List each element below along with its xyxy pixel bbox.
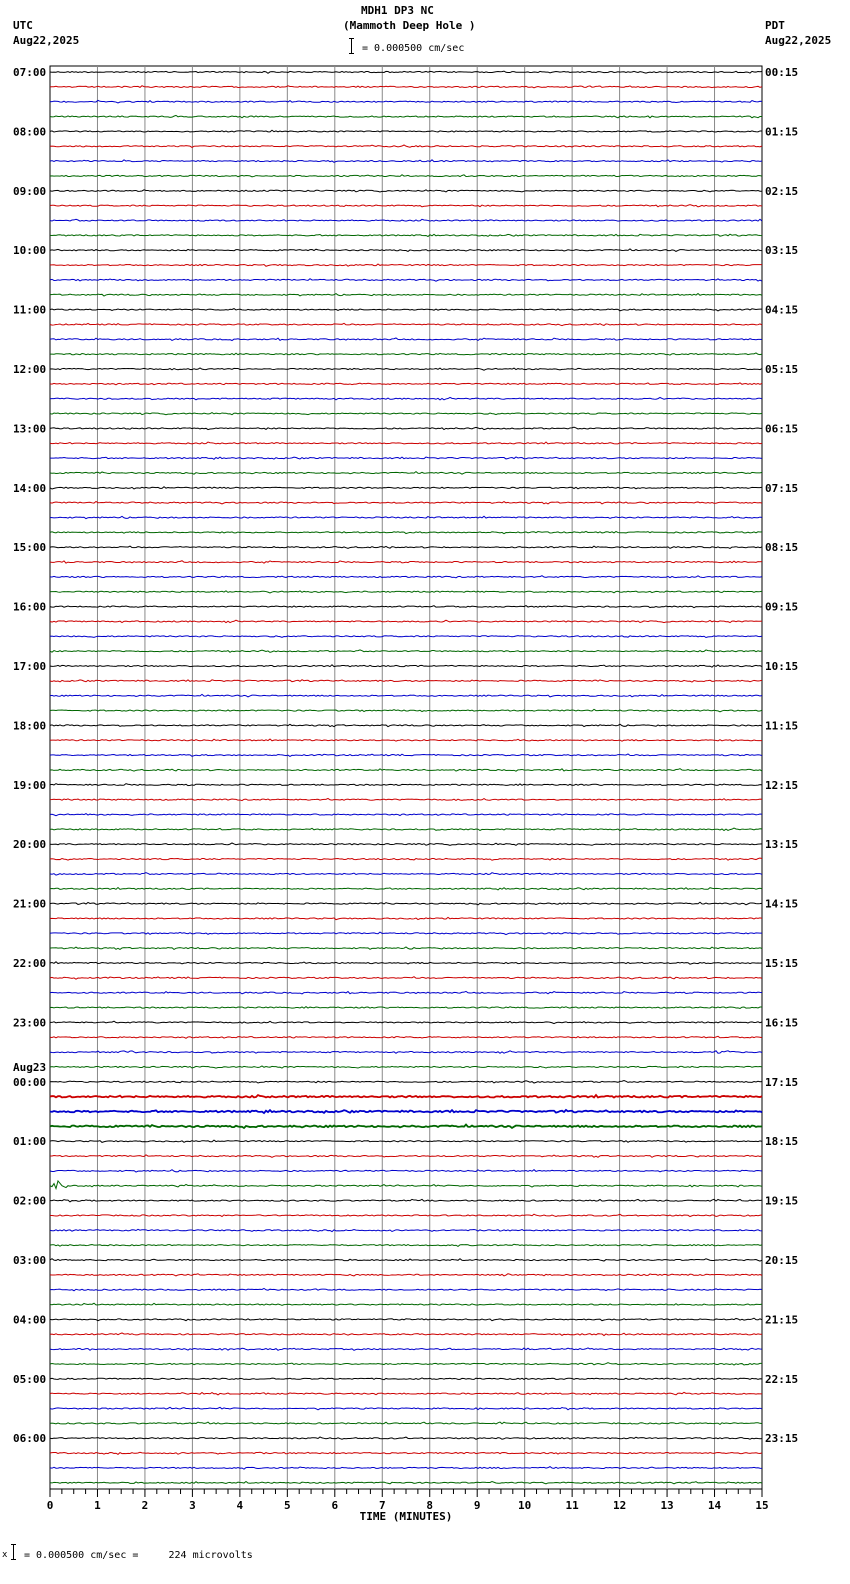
trace-line [50,1021,762,1023]
trace-line [50,858,762,860]
trace-line [50,531,762,533]
utc-hour-label: 22:00 [13,957,47,970]
trace-line [50,1081,762,1084]
pdt-hour-label: 13:15 [765,838,799,852]
trace-line [50,1007,762,1009]
trace-line [50,1437,762,1439]
trace-line [50,1229,762,1231]
trace-line [50,1095,762,1098]
trace-line [50,977,762,979]
x-tick-label: 10 [518,1499,532,1512]
x-tick-label: 14 [707,1499,722,1512]
trace-line [50,1125,762,1128]
left-date: Aug22,2025 [13,34,80,47]
trace-line [50,991,762,994]
trace-line [50,962,762,964]
trace-line [50,1392,762,1394]
pdt-hour-label: 20:15 [765,1254,799,1267]
trace-line [50,1181,762,1189]
x-tick-label: 5 [284,1499,291,1512]
trace-line [50,1482,762,1484]
trace-line [50,754,762,756]
trace-line [50,1259,762,1261]
utc-hour-label: 09:00 [13,184,47,198]
pdt-hour-label: 11:15 [765,719,799,733]
right-timezone: PDT [765,19,785,32]
utc-hour-label: 05:00 [13,1372,47,1386]
trace-line [50,160,762,162]
trace-line [50,309,762,311]
trace-line [50,1170,762,1172]
pdt-hour-label: 12:15 [765,778,799,792]
trace-line [50,1303,762,1305]
footer-mark: x [2,1550,8,1560]
scale-label: = 0.000500 cm/sec [362,43,465,54]
footer-scale-bar-icon [11,1544,16,1560]
station-location: (Mammoth Deep Hole ) [343,19,476,32]
trace-line [50,694,762,697]
trace-line [50,784,762,786]
trace-line [50,1066,762,1068]
trace-line [50,383,762,385]
x-tick-label: 9 [473,1499,481,1512]
trace-line [50,1051,762,1054]
pdt-hour-label: 06:15 [765,422,799,436]
trace-line [50,501,762,504]
pdt-hour-label: 04:15 [765,303,799,317]
pdt-hour-label: 03:15 [765,244,799,258]
trace-line [50,442,762,444]
utc-hour-label: 15:00 [13,541,47,555]
x-tick-label: 12 [612,1499,627,1512]
trace-line [50,487,762,489]
trace-line [50,353,762,355]
trace-line [50,279,762,282]
trace-line [50,724,762,726]
trace-line [50,1199,762,1202]
trace-line [50,427,762,430]
x-tick-label: 4 [236,1499,244,1512]
pdt-hour-label: 23:15 [765,1432,799,1446]
trace-line [50,457,762,459]
pdt-hour-label: 16:15 [765,1016,799,1030]
trace-line [50,828,762,830]
utc-hour-label: 13:00 [13,422,47,436]
trace-line [50,1244,762,1246]
trace-line [50,86,762,88]
trace-line [50,145,762,147]
trace-line [50,636,762,638]
trace-line [50,665,762,667]
left-timezone: UTC [13,19,33,32]
trace-line [50,249,762,252]
trace-line [50,413,762,415]
trace-line [50,71,762,73]
trace-line [50,843,762,845]
trace-line [50,219,762,221]
trace-line [50,397,762,399]
utc-hour-label: 03:00 [13,1254,47,1267]
trace-line [50,516,762,518]
trace-line [50,338,762,341]
utc-hour-label: 12:00 [13,363,47,376]
trace-line [50,561,762,563]
trace-line [50,546,762,548]
utc-hour-label: 02:00 [13,1194,47,1208]
pdt-hour-label: 02:15 [765,184,799,198]
trace-line [50,947,762,949]
trace-line [50,1274,762,1276]
trace-line [50,709,762,712]
pdt-hour-label: 14:15 [765,897,799,911]
utc-hour-label: 14:00 [13,481,47,495]
utc-hour-label: 16:00 [13,600,47,614]
utc-hour-label: 00:00 [13,1075,47,1089]
pdt-hour-label: 17:15 [765,1075,799,1089]
utc-hour-label: 23:00 [13,1016,47,1030]
trace-line [50,205,762,207]
x-tick-label: 2 [141,1499,149,1512]
utc-hour-label: 21:00 [13,897,47,911]
trace-line [50,1036,762,1038]
trace-line [50,606,762,608]
x-tick-label: 13 [660,1499,674,1512]
x-tick-label: 11 [565,1499,579,1512]
trace-line [50,130,762,132]
trace-line [50,932,762,935]
trace-line [50,576,762,578]
x-tick-label: 8 [426,1499,434,1512]
trace-line [50,917,762,919]
trace-line [50,100,762,103]
pdt-hour-label: 08:15 [765,541,799,555]
trace-line [50,620,762,622]
pdt-hour-label: 01:15 [765,125,799,139]
pdt-hour-label: 07:15 [765,481,799,495]
trace-line [50,873,762,876]
trace-line [50,769,762,772]
trace-line [50,175,762,177]
utc-hour-label: 04:00 [13,1313,47,1327]
utc-date-label: Aug23 [13,1060,47,1074]
pdt-hour-label: 19:15 [765,1194,799,1208]
trace-line [50,591,762,593]
trace-line [50,323,762,325]
pdt-hour-label: 21:15 [765,1313,799,1327]
trace-line [50,1288,762,1290]
pdt-hour-label: 22:15 [765,1372,799,1386]
trace-line [50,650,762,653]
utc-hour-label: 18:00 [13,719,47,733]
pdt-hour-label: 15:15 [765,957,799,970]
pdt-hour-label: 09:15 [765,600,799,614]
trace-line [50,814,762,816]
trace-line [50,190,762,192]
utc-hour-label: 19:00 [13,778,47,792]
trace-line [50,1140,762,1142]
pdt-hour-label: 18:15 [765,1135,799,1149]
trace-line [50,472,762,475]
trace-line [50,1214,762,1216]
trace-line [50,1333,762,1336]
pdt-hour-label: 00:15 [765,66,799,79]
x-axis-title: TIME (MINUTES) [359,1510,453,1523]
station-title: MDH1 DP3 NC [361,4,434,17]
trace-line [50,1422,762,1424]
utc-hour-label: 01:00 [13,1135,47,1149]
trace-line [50,1407,762,1409]
trace-line [50,1467,762,1470]
utc-hour-label: 11:00 [13,303,47,317]
footer-scale-label: = 0.000500 cm/sec = 224 microvolts [24,1550,253,1561]
trace-line [50,1378,762,1380]
trace-line [50,1155,762,1158]
trace-line [50,902,762,905]
x-tick-label: 1 [94,1499,101,1512]
utc-hour-label: 10:00 [13,244,47,258]
x-tick-label: 0 [46,1499,54,1512]
trace-line [50,294,762,296]
right-date: Aug22,2025 [765,34,832,47]
pdt-hour-label: 05:15 [765,363,799,376]
trace-line [50,115,762,117]
x-tick-label: 15 [755,1499,769,1512]
trace-line [50,1110,762,1113]
x-tick-label: 7 [378,1499,386,1512]
trace-line [50,1452,762,1454]
utc-hour-label: 20:00 [13,838,47,852]
trace-line [50,798,762,800]
pdt-hour-label: 10:15 [765,660,799,673]
utc-hour-label: 06:00 [13,1432,47,1446]
x-tick-label: 3 [189,1499,196,1512]
utc-hour-label: 07:00 [13,66,47,79]
trace-line [50,680,762,682]
trace-line [50,234,762,236]
trace-line [50,264,762,266]
trace-line [50,1318,762,1321]
trace-line [50,1363,762,1365]
utc-hour-label: 17:00 [13,660,47,673]
x-tick-label: 6 [331,1499,339,1512]
trace-line [50,888,762,890]
trace-line [50,1348,762,1350]
utc-hour-label: 08:00 [13,125,47,139]
trace-line [50,739,762,741]
trace-line [50,368,762,370]
